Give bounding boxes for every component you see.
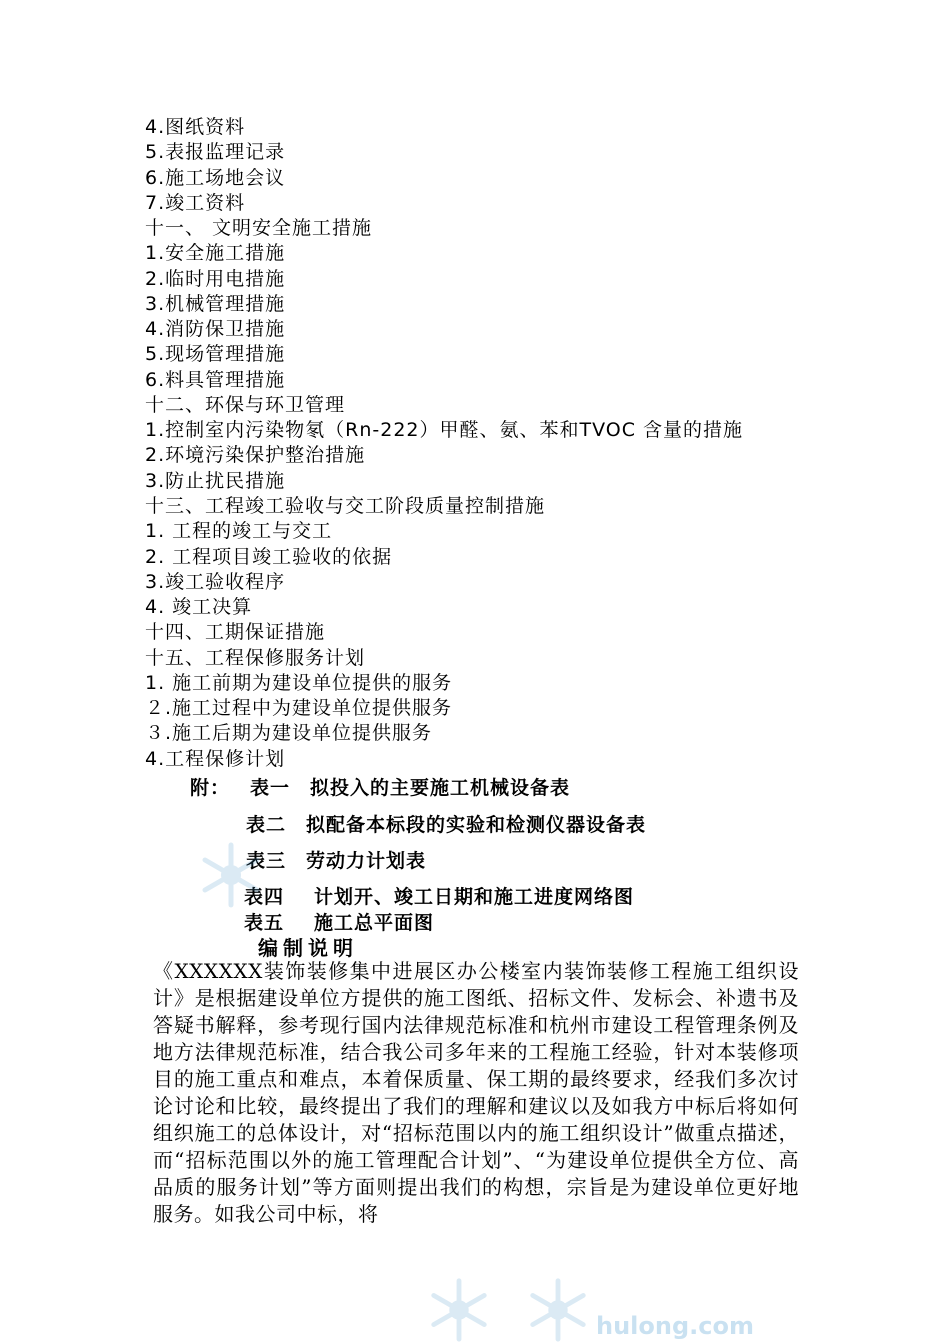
toc-item: 6.施工场地会议 [145, 167, 286, 189]
section-title: 编制说明 [258, 936, 358, 960]
watermark-snowflake-icon [524, 1276, 592, 1344]
toc-item: 1.控制室内污染物氡（Rn-222）甲醛、氨、苯和TVOC 含量的措施 [145, 419, 744, 441]
appendix-table-label: 表二 [246, 814, 287, 836]
toc-item: 4.消防保卫措施 [145, 318, 286, 340]
toc-item: 5.现场管理措施 [145, 343, 286, 365]
appendix-prefix: 附： [190, 777, 231, 799]
toc-item: 1. 工程的竣工与交工 [145, 520, 333, 542]
toc-item: 4.工程保修计划 [145, 748, 286, 770]
toc-item: 3.防止扰民措施 [145, 470, 286, 492]
appendix-item [244, 882, 634, 909]
toc-item: 7.竣工资料 [145, 192, 246, 214]
watermark-text: hulong.com [596, 1312, 754, 1340]
toc-item: ２.施工过程中为建设单位提供服务 [145, 697, 453, 719]
toc-item: 1. 施工前期为建设单位提供的服务 [145, 672, 453, 694]
appendix-table-title: 劳动力计划表 [306, 850, 427, 872]
toc-item: 2. 工程项目竣工验收的依据 [145, 546, 393, 568]
toc-heading: 十五、工程保修服务计划 [145, 647, 366, 669]
toc-heading: 十三、工程竣工验收与交工阶段质量控制措施 [145, 495, 546, 517]
appendix-table-label: 表五 [244, 912, 285, 934]
toc-item: ３.施工后期为建设单位提供服务 [145, 722, 433, 744]
watermark-snowflake-icon [425, 1276, 493, 1344]
toc-item: 3.竣工验收程序 [145, 571, 286, 593]
appendix-item [244, 908, 434, 935]
toc-heading: 十四、工期保证措施 [145, 621, 326, 643]
body-paragraph: 《XXXXXX装饰装修集中进展区办公楼室内装饰装修工程施工组织设计》是根据建设单位方提供的施工图纸、招标文件、发标会、补遗书及答疑书解释，参考现行国内法律规范标准和杭州市建设工程管理条例及地方法律规范标准，结合我公司多年来的工程施工经验，针对本装修项目的施工重点和难点，本着保质量、保工期的最终要求，经我们多次讨论讨论和比较，最终提出了我们的理解和建议以及如我方中标后将如何组织施工的总体设计，对“招标范围以内的施工组织设计”做重点描述，而“招标范围以外的施工管理配合计划”、“为建设单位提供全方位、高品质的服务计划”等方面则提出我们的构想，宗旨是为建设单位更好地服务。如我公司中标，将 [153, 959, 799, 1226]
toc-heading: 十二、环保与环卫管理 [145, 394, 346, 416]
appendix-table-label: 表四 [244, 886, 285, 908]
appendix-item [246, 810, 646, 837]
toc-item: 6.料具管理措施 [145, 369, 286, 391]
toc-item: 2.临时用电措施 [145, 268, 286, 290]
appendix-table-title: 计划开、竣工日期和施工进度网络图 [314, 886, 635, 908]
appendix-table-title: 拟配备本标段的实验和检测仪器设备表 [306, 814, 647, 836]
appendix-table-title: 拟投入的主要施工机械设备表 [310, 777, 571, 799]
toc-item: 4.图纸资料 [145, 116, 246, 138]
appendix-item [246, 846, 426, 873]
appendix-item [190, 773, 570, 800]
appendix-table-label: 表三 [246, 850, 287, 872]
toc-item: 4. 竣工决算 [145, 596, 253, 618]
toc-item: 2.环境污染保护整治措施 [145, 444, 366, 466]
toc-item: 5.表报监理记录 [145, 141, 286, 163]
toc-item: 1.安全施工措施 [145, 242, 286, 264]
watermark-snowflake-icon [196, 840, 266, 910]
toc-heading: 十一、 文明安全施工措施 [145, 217, 373, 239]
toc-item: 3.机械管理措施 [145, 293, 286, 315]
appendix-table-title: 施工总平面图 [314, 912, 435, 934]
appendix-table-label: 表一 [250, 777, 291, 799]
